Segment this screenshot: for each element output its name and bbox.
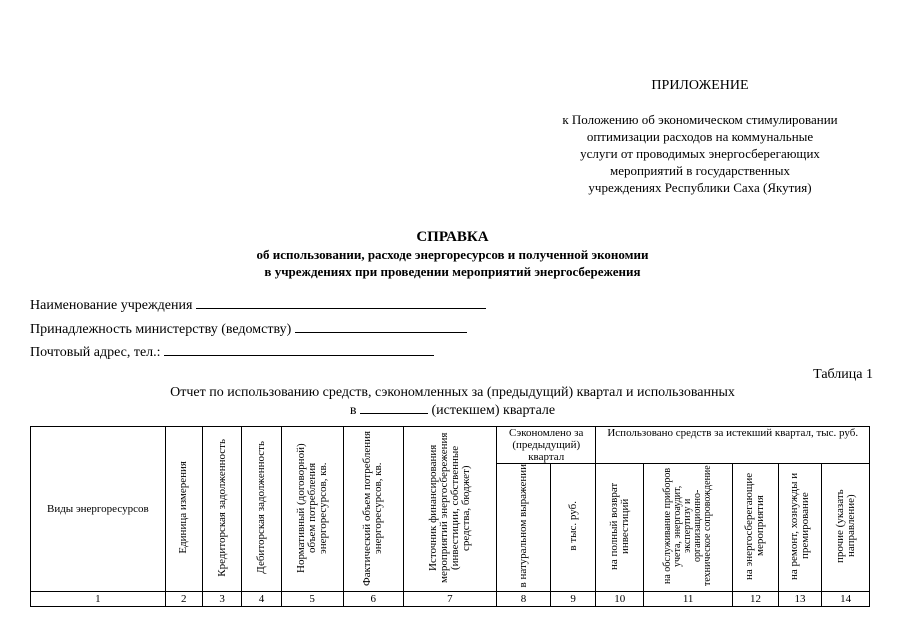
header-energy-types: Виды энергоресурсов bbox=[31, 427, 166, 592]
column-number: 10 bbox=[596, 592, 644, 607]
header-unit: Единица измерения bbox=[165, 427, 202, 592]
field-ministry bbox=[30, 320, 467, 338]
report-table bbox=[30, 426, 870, 607]
field-label: Почтовый адрес, тел.: bbox=[30, 345, 161, 360]
appendix-line: мероприятий в государственных bbox=[609, 163, 791, 178]
column-number: 4 bbox=[242, 592, 281, 607]
header-group-saved: Сэкономлено за (предыдущий) квартал bbox=[497, 427, 596, 464]
field-blank[interactable] bbox=[164, 343, 434, 356]
report-prefix: в bbox=[349, 403, 357, 418]
header-maintenance: на обслуживание приборов учета, энергоаудит, экспертизу и организационно-техническое сопровождение bbox=[644, 464, 733, 592]
header-normative-volume: Нормативный (договорной) объем потребления энергоресурсов, кв. bbox=[281, 427, 343, 592]
header-actual-volume: Фактический объем потребления энергоресурсов, кв. bbox=[343, 427, 403, 592]
column-number: 3 bbox=[202, 592, 241, 607]
header-funding-source: Источник финансирования мероприятий энергосбережения (инвестиции, собственные средства, бюджет) bbox=[403, 427, 496, 592]
column-number: 7 bbox=[403, 592, 496, 607]
header-repair: на ремонт, хознужды и премирование bbox=[778, 464, 822, 592]
field-address bbox=[30, 343, 434, 361]
header-credit-debt: Кредиторская задолженность bbox=[202, 427, 241, 592]
column-number: 9 bbox=[550, 592, 596, 607]
column-number: 2 bbox=[165, 592, 202, 607]
column-number: 12 bbox=[733, 592, 779, 607]
quarter-blank[interactable] bbox=[360, 401, 428, 414]
column-number: 14 bbox=[822, 592, 870, 607]
report-title bbox=[0, 384, 905, 419]
header-energy-saving: на энергосберегающие мероприятия bbox=[733, 464, 779, 592]
appendix-title: ПРИЛОЖЕНИЕ bbox=[651, 78, 749, 93]
appendix-text bbox=[520, 111, 880, 196]
report-title-line bbox=[0, 401, 905, 419]
subtitle-line: в учреждениях при проведении мероприятий энергосбережения bbox=[264, 264, 641, 279]
column-number: 6 bbox=[343, 592, 403, 607]
column-numbers-row bbox=[31, 592, 870, 607]
appendix-line: учреждениях Республики Саха (Якутия) bbox=[588, 180, 812, 195]
appendix-line: услуги от проводимых энергосберегающих bbox=[580, 146, 820, 161]
field-institution-name bbox=[30, 296, 486, 314]
column-number: 11 bbox=[644, 592, 733, 607]
table-number: Таблица 1 bbox=[813, 367, 873, 382]
column-number: 8 bbox=[497, 592, 551, 607]
field-blank[interactable] bbox=[196, 296, 486, 309]
column-number: 5 bbox=[281, 592, 343, 607]
header-group-used: Использовано средств за истекший квартал, тыс. руб. bbox=[596, 427, 870, 464]
document-title: СПРАВКА bbox=[416, 229, 489, 245]
header-thousand-rub: в тыс. руб. bbox=[550, 464, 596, 592]
header-other: прочие (указать направление) bbox=[822, 464, 870, 592]
subtitle-line: об использовании, расходе энергоресурсов и полученной экономии bbox=[256, 247, 649, 262]
field-blank[interactable] bbox=[295, 320, 467, 333]
column-number: 1 bbox=[31, 592, 166, 607]
header-investment-return: на полный возврат инвестиций bbox=[596, 464, 644, 592]
field-label: Принадлежность министерству (ведомству) bbox=[30, 322, 292, 337]
report-title-line: Отчет по использованию средств, сэкономленных за (предыдущий) квартал и использованных bbox=[170, 385, 735, 400]
header-natural: в натуральном выражении bbox=[497, 464, 551, 592]
appendix-line: оптимизации расходов на коммунальные bbox=[586, 129, 814, 144]
report-suffix: (истекшем) квартале bbox=[431, 403, 556, 418]
document-subtitle bbox=[0, 246, 905, 280]
header-debit-debt: Дебиторская задолженность bbox=[242, 427, 281, 592]
field-label: Наименование учреждения bbox=[30, 298, 193, 313]
column-number: 13 bbox=[778, 592, 822, 607]
appendix-line: к Положению об экономическом стимулировании bbox=[562, 112, 838, 127]
